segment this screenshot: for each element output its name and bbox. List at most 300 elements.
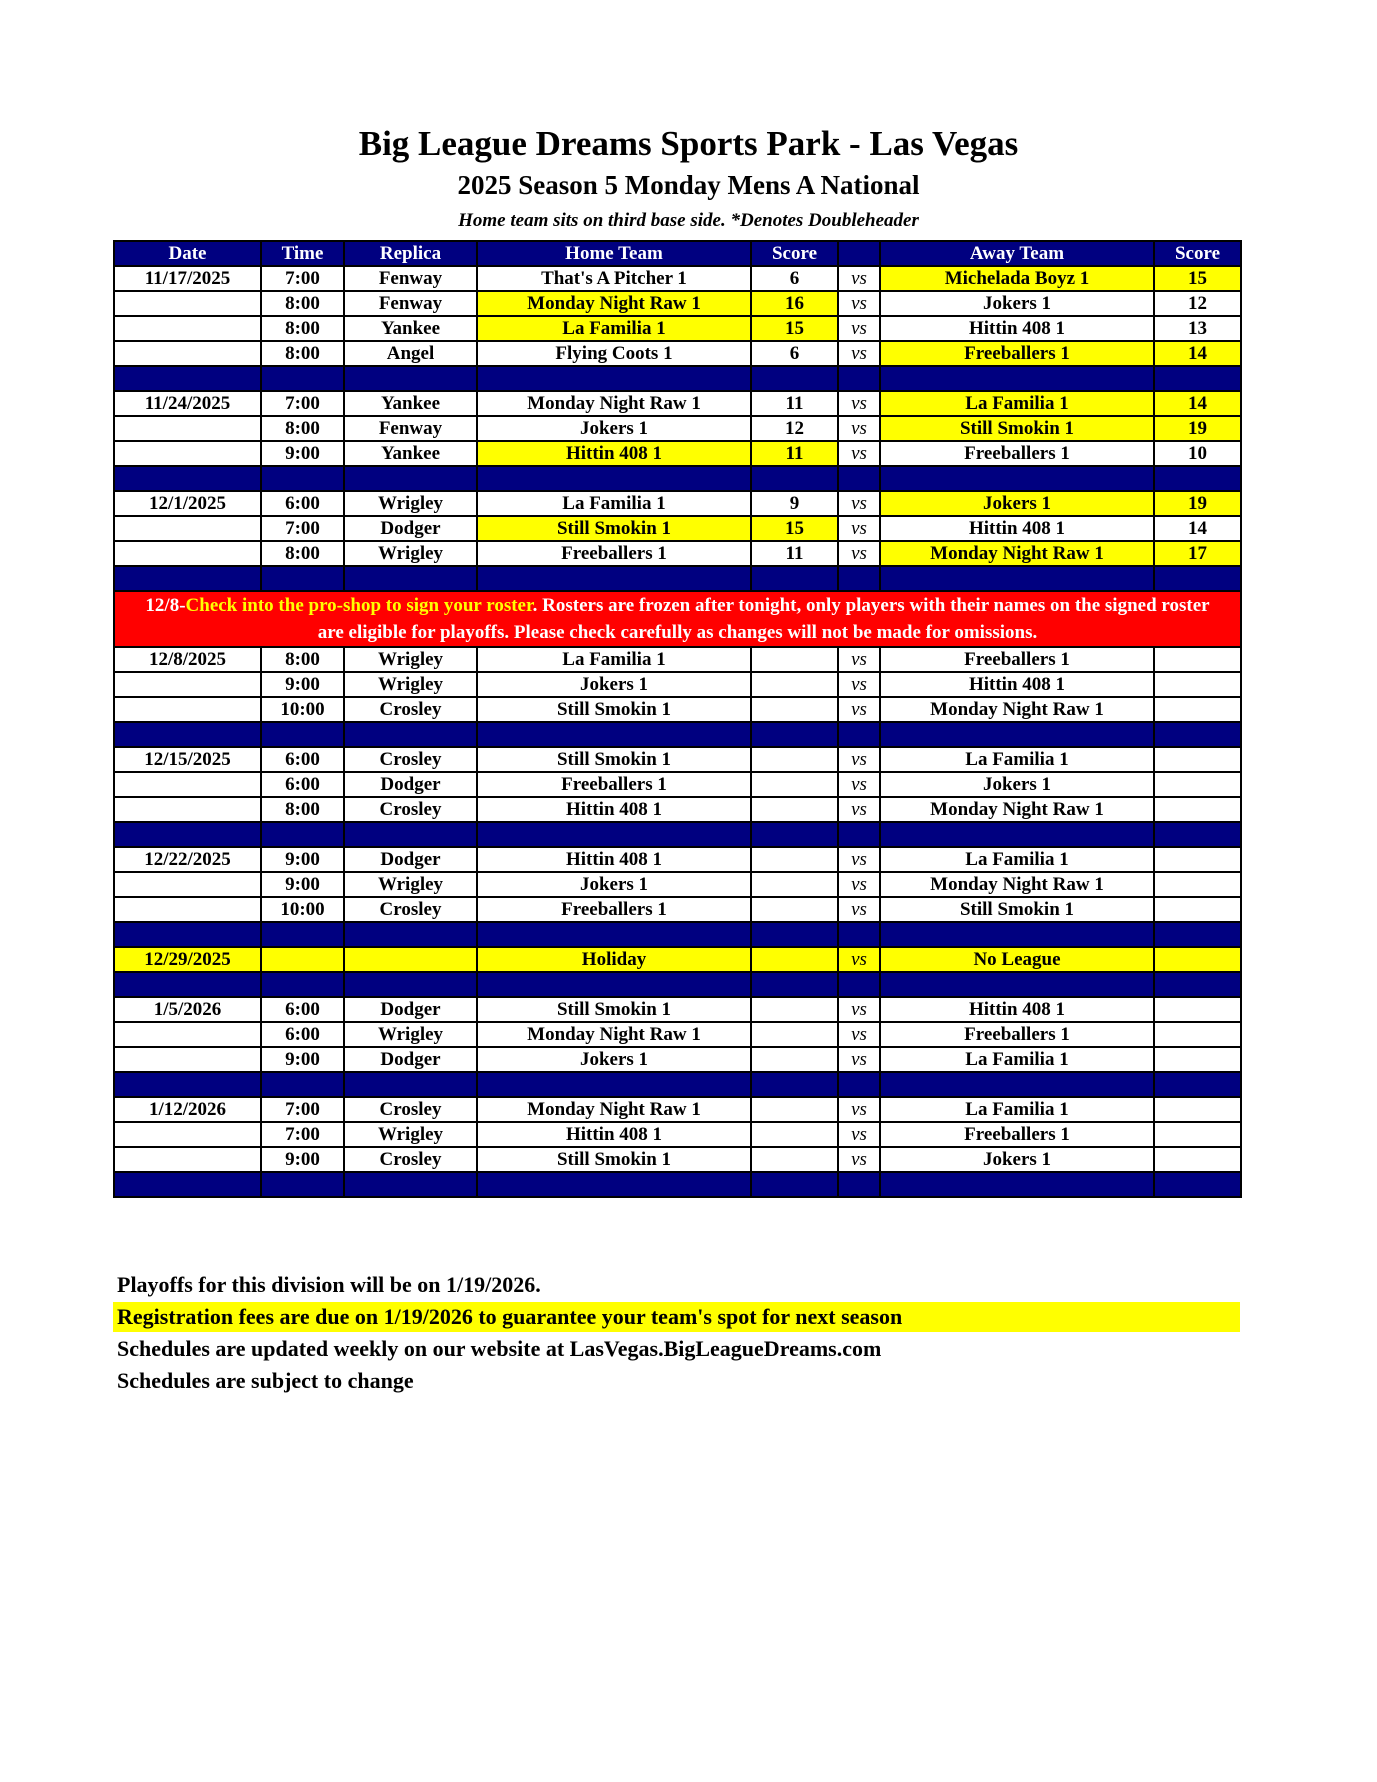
away-team: Jokers 1 <box>880 291 1154 316</box>
game-replica: Fenway <box>344 291 477 316</box>
page-subtitle: 2025 Season 5 Monday Mens A National <box>457 170 920 200</box>
away-team: Monday Night Raw 1 <box>880 872 1154 897</box>
game-replica: Dodger <box>344 997 477 1022</box>
separator-cell <box>477 566 751 591</box>
separator-cell <box>114 366 261 391</box>
game-date <box>114 797 261 822</box>
game-date: 12/15/2025 <box>114 747 261 772</box>
vs-label: vs <box>838 772 880 797</box>
separator-cell <box>1154 466 1241 491</box>
vs-label: vs <box>838 341 880 366</box>
vs-label: vs <box>838 1047 880 1072</box>
col-replica: Replica <box>344 241 477 266</box>
game-date <box>114 1047 261 1072</box>
separator-cell <box>477 722 751 747</box>
away-team: Still Smokin 1 <box>880 416 1154 441</box>
vs-label: vs <box>838 697 880 722</box>
game-date: 12/1/2025 <box>114 491 261 516</box>
away-score <box>1154 1147 1241 1172</box>
vs-label: vs <box>838 1022 880 1047</box>
game-row <box>114 847 1241 872</box>
home-team: Monday Night Raw 1 <box>477 391 751 416</box>
game-time: 7:00 <box>261 1097 344 1122</box>
week-separator <box>114 1072 1241 1097</box>
game-row <box>114 872 1241 897</box>
home-score <box>751 697 838 722</box>
game-date <box>114 416 261 441</box>
separator-cell <box>751 722 838 747</box>
separator-cell <box>477 972 751 997</box>
away-team: La Familia 1 <box>880 1097 1154 1122</box>
separator-cell <box>477 466 751 491</box>
separator-cell <box>261 366 344 391</box>
separator-cell <box>838 466 880 491</box>
game-row <box>114 797 1241 822</box>
game-time: 9:00 <box>261 1147 344 1172</box>
home-team: Still Smokin 1 <box>477 997 751 1022</box>
game-replica: Wrigley <box>344 491 477 516</box>
separator-cell <box>880 1172 1154 1197</box>
home-score: 11 <box>751 541 838 566</box>
vs-label: vs <box>838 1122 880 1147</box>
separator-cell <box>880 822 1154 847</box>
away-team: Jokers 1 <box>880 1147 1154 1172</box>
home-team: Hittin 408 1 <box>477 441 751 466</box>
away-score <box>1154 897 1241 922</box>
game-time: 9:00 <box>261 672 344 697</box>
away-team: Monday Night Raw 1 <box>880 697 1154 722</box>
game-time: 9:00 <box>261 847 344 872</box>
game-replica: Wrigley <box>344 672 477 697</box>
game-date <box>114 672 261 697</box>
separator-cell <box>344 822 477 847</box>
game-row <box>114 747 1241 772</box>
separator-cell <box>344 922 477 947</box>
home-team: La Familia 1 <box>477 647 751 672</box>
away-team: Still Smokin 1 <box>880 897 1154 922</box>
separator-cell <box>1154 972 1241 997</box>
home-team: Still Smokin 1 <box>477 516 751 541</box>
separator-cell <box>880 466 1154 491</box>
away-score <box>1154 997 1241 1022</box>
game-time: 6:00 <box>261 491 344 516</box>
separator-cell <box>880 722 1154 747</box>
away-score <box>1154 647 1241 672</box>
separator-cell <box>1154 822 1241 847</box>
notice-date: 12/8- <box>145 595 186 616</box>
separator-cell <box>838 922 880 947</box>
home-team: Still Smokin 1 <box>477 697 751 722</box>
game-row <box>114 516 1241 541</box>
game-date <box>114 697 261 722</box>
home-score: 12 <box>751 416 838 441</box>
game-time: 9:00 <box>261 872 344 897</box>
home-score <box>751 1097 838 1122</box>
game-row <box>114 997 1241 1022</box>
home-team: Jokers 1 <box>477 1047 751 1072</box>
home-score <box>751 647 838 672</box>
home-score: 16 <box>751 291 838 316</box>
separator-cell <box>838 972 880 997</box>
game-replica: Yankee <box>344 316 477 341</box>
game-replica: Wrigley <box>344 872 477 897</box>
vs-label: vs <box>838 672 880 697</box>
vs-label: vs <box>838 872 880 897</box>
separator-cell <box>1154 1172 1241 1197</box>
schedule-note: Home team sits on third base side. *Denotes Doubleheader <box>458 210 919 231</box>
schedule-table <box>113 240 1242 1198</box>
home-score: 6 <box>751 341 838 366</box>
away-score <box>1154 797 1241 822</box>
website-note: Schedules are updated weekly on our website at LasVegas.BigLeagueDreams.com <box>117 1336 882 1361</box>
game-replica: Crosley <box>344 897 477 922</box>
separator-cell <box>838 822 880 847</box>
home-team: Jokers 1 <box>477 672 751 697</box>
game-replica: Dodger <box>344 1047 477 1072</box>
vs-label: vs <box>838 1147 880 1172</box>
game-replica: Dodger <box>344 847 477 872</box>
game-time: 6:00 <box>261 997 344 1022</box>
home-score <box>751 1022 838 1047</box>
separator-cell <box>751 366 838 391</box>
game-replica: Fenway <box>344 416 477 441</box>
home-team: Jokers 1 <box>477 872 751 897</box>
game-row <box>114 697 1241 722</box>
home-team: Hittin 408 1 <box>477 1122 751 1147</box>
away-team: Monday Night Raw 1 <box>880 541 1154 566</box>
separator-cell <box>261 922 344 947</box>
game-time: 9:00 <box>261 1047 344 1072</box>
away-team: La Familia 1 <box>880 747 1154 772</box>
week-separator <box>114 822 1241 847</box>
game-replica: Crosley <box>344 1147 477 1172</box>
game-row <box>114 897 1241 922</box>
col-date: Date <box>114 241 261 266</box>
home-team: Still Smokin 1 <box>477 1147 751 1172</box>
game-replica: Fenway <box>344 266 477 291</box>
game-row <box>114 441 1241 466</box>
away-score: 13 <box>1154 316 1241 341</box>
home-score <box>751 1147 838 1172</box>
away-score: 14 <box>1154 516 1241 541</box>
game-time: 8:00 <box>261 797 344 822</box>
separator-cell <box>751 972 838 997</box>
separator-cell <box>114 822 261 847</box>
vs-label: vs <box>838 1097 880 1122</box>
separator-cell <box>477 1172 751 1197</box>
vs-label: vs <box>838 491 880 516</box>
game-date <box>114 316 261 341</box>
separator-cell <box>261 722 344 747</box>
game-date <box>114 341 261 366</box>
away-score: 14 <box>1154 341 1241 366</box>
home-score: 15 <box>751 516 838 541</box>
separator-cell <box>838 366 880 391</box>
notice-text: . Rosters are frozen after tonight, only players with their names on the signed roster are eligible for playoffs. Please check carefully as changes will not be made for omissions. <box>317 595 1210 643</box>
week-separator <box>114 466 1241 491</box>
game-date: 11/17/2025 <box>114 266 261 291</box>
separator-cell <box>344 722 477 747</box>
away-score: 15 <box>1154 266 1241 291</box>
vs-label: vs <box>838 897 880 922</box>
home-score: 11 <box>751 391 838 416</box>
playoffs-note: Playoffs for this division will be on 1/19/2026. <box>117 1272 541 1297</box>
game-row <box>114 316 1241 341</box>
away-team: Hittin 408 1 <box>880 997 1154 1022</box>
game-date: 1/5/2026 <box>114 997 261 1022</box>
game-date: 12/8/2025 <box>114 647 261 672</box>
home-score <box>751 947 838 972</box>
separator-cell <box>751 1172 838 1197</box>
away-team: No League <box>880 947 1154 972</box>
game-row <box>114 647 1241 672</box>
vs-label: vs <box>838 441 880 466</box>
week-separator <box>114 566 1241 591</box>
home-score <box>751 997 838 1022</box>
game-date <box>114 1022 261 1047</box>
game-time: 8:00 <box>261 341 344 366</box>
home-team: Freeballers 1 <box>477 772 751 797</box>
col-home-score: Score <box>751 241 838 266</box>
game-time: 8:00 <box>261 416 344 441</box>
separator-cell <box>1154 722 1241 747</box>
col-away-team: Away Team <box>880 241 1154 266</box>
home-score <box>751 1047 838 1072</box>
home-score: 9 <box>751 491 838 516</box>
game-replica: Yankee <box>344 441 477 466</box>
game-row <box>114 1147 1241 1172</box>
away-score <box>1154 672 1241 697</box>
game-time: 7:00 <box>261 391 344 416</box>
home-team: Monday Night Raw 1 <box>477 1097 751 1122</box>
game-time <box>261 947 344 972</box>
game-date <box>114 897 261 922</box>
game-replica: Dodger <box>344 772 477 797</box>
away-team: Freeballers 1 <box>880 647 1154 672</box>
game-time: 7:00 <box>261 1122 344 1147</box>
game-row <box>114 391 1241 416</box>
game-date: 12/22/2025 <box>114 847 261 872</box>
away-score <box>1154 847 1241 872</box>
separator-cell <box>751 1072 838 1097</box>
game-date <box>114 772 261 797</box>
away-team: Jokers 1 <box>880 772 1154 797</box>
away-team: La Familia 1 <box>880 1047 1154 1072</box>
game-time: 8:00 <box>261 541 344 566</box>
away-team: Monday Night Raw 1 <box>880 797 1154 822</box>
col-vs <box>838 241 880 266</box>
game-time: 10:00 <box>261 897 344 922</box>
game-row <box>114 1047 1241 1072</box>
home-team: Flying Coots 1 <box>477 341 751 366</box>
roster-notice <box>114 591 1241 647</box>
home-team: Monday Night Raw 1 <box>477 291 751 316</box>
col-home-team: Home Team <box>477 241 751 266</box>
game-time: 9:00 <box>261 441 344 466</box>
game-replica: Wrigley <box>344 1122 477 1147</box>
col-time: Time <box>261 241 344 266</box>
roster-notice-row <box>114 591 1241 647</box>
home-team: Still Smokin 1 <box>477 747 751 772</box>
vs-label: vs <box>838 797 880 822</box>
vs-label: vs <box>838 266 880 291</box>
week-separator <box>114 922 1241 947</box>
away-score <box>1154 872 1241 897</box>
separator-cell <box>477 922 751 947</box>
game-date <box>114 872 261 897</box>
away-score <box>1154 947 1241 972</box>
separator-cell <box>751 822 838 847</box>
home-team: Hittin 408 1 <box>477 847 751 872</box>
game-row <box>114 1022 1241 1047</box>
vs-label: vs <box>838 647 880 672</box>
game-row <box>114 341 1241 366</box>
vs-label: vs <box>838 847 880 872</box>
away-score <box>1154 1122 1241 1147</box>
home-score <box>751 747 838 772</box>
game-date <box>114 516 261 541</box>
home-score: 11 <box>751 441 838 466</box>
week-separator <box>114 722 1241 747</box>
game-replica: Yankee <box>344 391 477 416</box>
game-row <box>114 772 1241 797</box>
away-score <box>1154 697 1241 722</box>
separator-cell <box>344 1172 477 1197</box>
game-replica: Crosley <box>344 697 477 722</box>
game-time: 8:00 <box>261 316 344 341</box>
game-replica: Crosley <box>344 797 477 822</box>
separator-cell <box>114 1072 261 1097</box>
game-date <box>114 1147 261 1172</box>
away-score <box>1154 1047 1241 1072</box>
away-score <box>1154 1097 1241 1122</box>
game-row <box>114 491 1241 516</box>
vs-label: vs <box>838 747 880 772</box>
separator-cell <box>477 1072 751 1097</box>
separator-cell <box>261 1072 344 1097</box>
week-separator <box>114 972 1241 997</box>
page-title: Big League Dreams Sports Park - Las Vegas <box>358 124 1019 163</box>
away-score: 19 <box>1154 491 1241 516</box>
game-replica: Wrigley <box>344 1022 477 1047</box>
away-score <box>1154 747 1241 772</box>
separator-cell <box>880 972 1154 997</box>
home-team: That's A Pitcher 1 <box>477 266 751 291</box>
game-row <box>114 947 1241 972</box>
game-replica: Crosley <box>344 1097 477 1122</box>
away-team: La Familia 1 <box>880 847 1154 872</box>
home-team: La Familia 1 <box>477 491 751 516</box>
away-team: Michelada Boyz 1 <box>880 266 1154 291</box>
separator-cell <box>838 566 880 591</box>
away-team: Hittin 408 1 <box>880 316 1154 341</box>
separator-cell <box>751 566 838 591</box>
notice-highlight: Check into the pro-shop to sign your roster <box>185 595 533 616</box>
home-score <box>751 847 838 872</box>
home-score <box>751 1122 838 1147</box>
home-team: Freeballers 1 <box>477 897 751 922</box>
separator-cell <box>880 366 1154 391</box>
home-team: Jokers 1 <box>477 416 751 441</box>
game-row <box>114 1122 1241 1147</box>
home-team: Monday Night Raw 1 <box>477 1022 751 1047</box>
away-score: 17 <box>1154 541 1241 566</box>
game-date <box>114 541 261 566</box>
game-row <box>114 541 1241 566</box>
home-score <box>751 772 838 797</box>
separator-cell <box>344 366 477 391</box>
registration-note: Registration fees are due on 1/19/2026 to guarantee your team's spot for next season <box>113 1302 1240 1332</box>
game-row <box>114 266 1241 291</box>
game-time: 7:00 <box>261 516 344 541</box>
separator-cell <box>880 922 1154 947</box>
away-team: Freeballers 1 <box>880 441 1154 466</box>
away-score <box>1154 772 1241 797</box>
change-note: Schedules are subject to change <box>117 1368 414 1393</box>
home-team: Hittin 408 1 <box>477 797 751 822</box>
home-score: 15 <box>751 316 838 341</box>
game-time: 10:00 <box>261 697 344 722</box>
separator-cell <box>344 466 477 491</box>
away-team: Freeballers 1 <box>880 1122 1154 1147</box>
separator-cell <box>114 972 261 997</box>
separator-cell <box>344 566 477 591</box>
separator-cell <box>261 466 344 491</box>
home-team: La Familia 1 <box>477 316 751 341</box>
separator-cell <box>838 1072 880 1097</box>
separator-cell <box>880 1072 1154 1097</box>
separator-cell <box>1154 922 1241 947</box>
header-row <box>114 241 1241 266</box>
home-score <box>751 872 838 897</box>
home-score <box>751 797 838 822</box>
game-replica: Wrigley <box>344 647 477 672</box>
separator-cell <box>344 1072 477 1097</box>
separator-cell <box>114 466 261 491</box>
game-row <box>114 291 1241 316</box>
week-separator <box>114 1172 1241 1197</box>
home-score: 6 <box>751 266 838 291</box>
separator-cell <box>880 566 1154 591</box>
away-score: 12 <box>1154 291 1241 316</box>
game-time: 7:00 <box>261 266 344 291</box>
vs-label: vs <box>838 391 880 416</box>
home-score <box>751 897 838 922</box>
separator-cell <box>1154 366 1241 391</box>
game-date <box>114 291 261 316</box>
separator-cell <box>261 1172 344 1197</box>
separator-cell <box>751 922 838 947</box>
separator-cell <box>1154 1072 1241 1097</box>
game-time: 6:00 <box>261 747 344 772</box>
vs-label: vs <box>838 416 880 441</box>
home-team: Holiday <box>477 947 751 972</box>
vs-label: vs <box>838 541 880 566</box>
game-replica: Angel <box>344 341 477 366</box>
away-team: Hittin 408 1 <box>880 672 1154 697</box>
separator-cell <box>477 822 751 847</box>
col-away-score: Score <box>1154 241 1241 266</box>
home-score <box>751 672 838 697</box>
separator-cell <box>114 1172 261 1197</box>
away-team: Hittin 408 1 <box>880 516 1154 541</box>
separator-cell <box>114 922 261 947</box>
vs-label: vs <box>838 316 880 341</box>
game-replica: Wrigley <box>344 541 477 566</box>
game-row <box>114 1097 1241 1122</box>
vs-label: vs <box>838 516 880 541</box>
game-date: 11/24/2025 <box>114 391 261 416</box>
